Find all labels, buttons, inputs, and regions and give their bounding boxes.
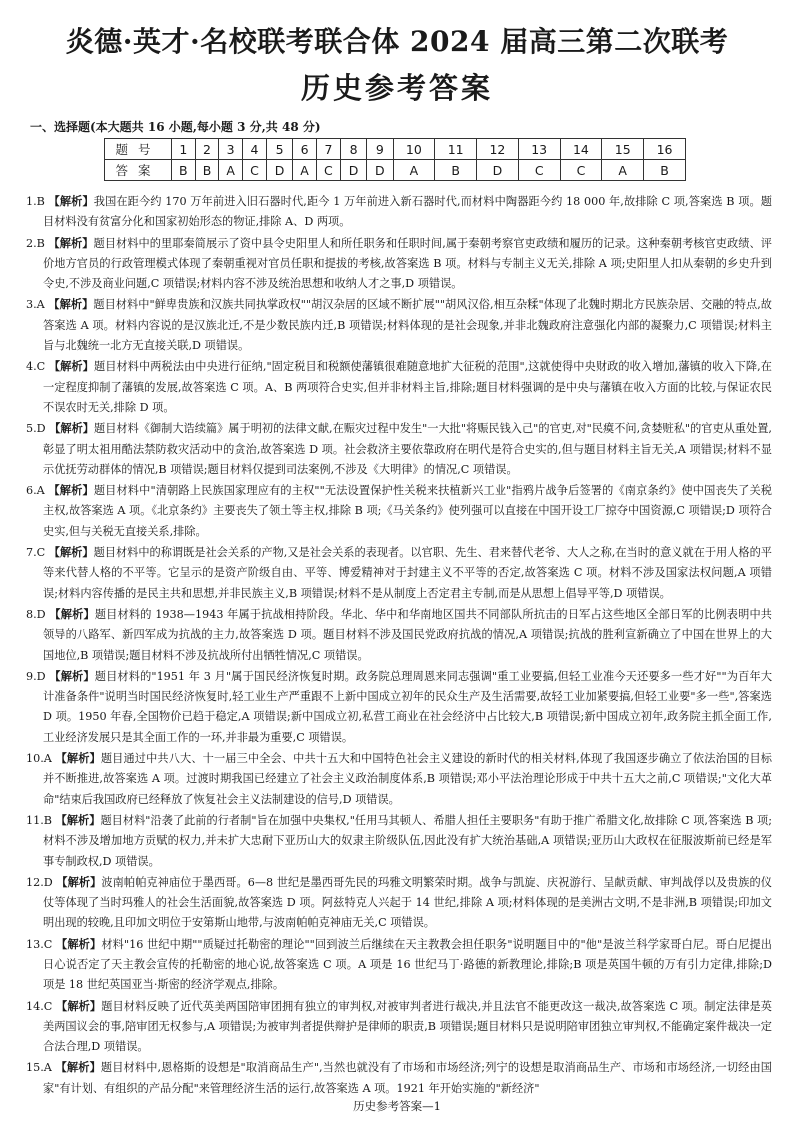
question-number-cell: 14 bbox=[560, 139, 602, 160]
question-number-cell: 10 bbox=[393, 139, 435, 160]
question-number-cell: 2 bbox=[195, 139, 219, 160]
item-analysis-tag: 【解析】 bbox=[55, 1060, 101, 1075]
answer-cell: D bbox=[340, 160, 366, 181]
explanation-item bbox=[26, 294, 772, 356]
item-analysis-tag: 【解析】 bbox=[49, 421, 94, 436]
answer-cell: C bbox=[560, 160, 602, 181]
question-number-cell: 7 bbox=[316, 139, 340, 160]
item-answer-number: 7.C bbox=[26, 546, 46, 560]
question-number-cell: 11 bbox=[435, 139, 477, 160]
explanation-item bbox=[26, 356, 772, 418]
item-explanation-text: 题目材料的 1938—1943 年属于抗战相持阶段。华北、华中和华南地区国共不同部队所抗击的日军占这些地区全部日军的比例表明中共领导的八路军、新四军成为抗战的主力,故答案选 D 项。题目材料不涉及国民党政府抗战的情况,A 项错误;抗战的胜利宣新确立了中国在世界上的大国地位,B 项错误;题目材料不涉及抗战所付出牺牲情况,C 项错误。 bbox=[43, 607, 772, 662]
explanation-item bbox=[26, 1057, 772, 1099]
answer-row bbox=[105, 160, 686, 181]
item-answer-number: 3.A bbox=[26, 298, 45, 312]
item-explanation-text: 我国在距今约 170 万年前进入旧石器时代,距今 1 万年前进入新石器时代,而材料中陶器距今约 18 000 年,故排除 C 项,答案选 B 项。题目材料没有贫富分化和国家初始形态的物证,排除 A、D 两项。 bbox=[43, 195, 772, 229]
item-answer-number: 1.B bbox=[26, 195, 45, 208]
question-number-cell: 6 bbox=[293, 139, 317, 160]
question-number-cell: 12 bbox=[477, 139, 519, 160]
row-label-answer: 答案 bbox=[105, 160, 172, 181]
item-analysis-tag: 【解析】 bbox=[48, 359, 94, 374]
item-explanation-text: 材料"16 世纪中期""质疑过托勒密的理论""回到波兰后继续在天主教教会担任职务"说明题目中的"他"是波兰科学家哥白尼。哥白尼提出日心说否定了天主教会宣传的托勒密的地心说,故答案选 C 项。A 项是 16 世纪马丁·路德的新教理论,排除;B 项是英国牛顿的万有引力定律,排除;D 项是 18 世纪英国亚当·斯密的经济学观点,排除。 bbox=[43, 937, 772, 992]
explanation-item bbox=[26, 996, 772, 1058]
explanation-item bbox=[26, 480, 772, 542]
item-answer-number: 11.B bbox=[26, 813, 53, 827]
item-explanation-text: 题目材料中"鲜卑贵族和汉族共同执掌政权""胡汉杂居的区域不断扩展""胡风汉俗,相互杂糅"体现了北魏时期北方民族杂居、交融的特点,故答案选 A 项。材料内容说的是汉族北迁,不是少数民族内迁,B 项错误;材料体现的是社会现象,并非北魏政府注意强化内部的凝聚力,C 项错误;材料主旨与北魏统一北方无直接关联,D 项错误。 bbox=[43, 298, 772, 353]
item-explanation-text: 波南帕帕克神庙位于墨西哥。6—8 世纪是墨西哥先民的玛雅文明繁荣时期。战争与凯旋、庆祝游行、呈献贡献、审判战俘以及贵族的仪仗等体现了当时玛雅人的社会生活面貌,故答案选 D 项。阿兹特克人兴起于 14 世纪,排除 A 项;材料体现的是美洲古文明,不是非洲,B 项错误;印加文明出现的较晚,且印加文明位于安第斯山地带,与波南帕帕克神庙无关,C 项错误。 bbox=[43, 875, 772, 930]
page-footer: 历史参考答案—1 bbox=[353, 1099, 441, 1113]
item-explanation-text: 题目材料中的称谓既是社会关系的产物,又是社会关系的表现者。以官职、先生、君来替代老爷、大人之称,在当时的意义就在于用人格的平等来代替人格的不平等。它呈示的是资产阶级自由、平等、博爱精神对于封建主义不平等的否定,故答案选 C 项。材料不涉及国家法权问题,A 项错误;材料内容传播的是民主共和思想,并非民族主义,B 项错误;材料不是从制度上否定君主专制,而是从思想上倡导平等,D 项错误。 bbox=[43, 546, 772, 600]
item-explanation-text: 题目材料中两税法由中央进行征纳,"固定税目和税额使藩镇很难随意地扩大征税的范围",这就使得中央财政的收入增加,藩镇的收入下降,在一定程度抑制了藩镇的发展,故答案选 C 项。A、B 两项符合史实,但并非材料主旨,排除;题目材料强调的是中央与藩镇在收入方面的比较,与保证农民不误农时无关,排除 D 项。 bbox=[43, 360, 772, 414]
item-answer-number: 5.D bbox=[26, 422, 46, 436]
item-analysis-tag: 【解析】 bbox=[48, 545, 94, 560]
answer-cell: C bbox=[316, 160, 340, 181]
item-explanation-text: 题目材料《御制大诰续篇》属于明初的法律文献,在赈灾过程中发生"一大批"将赈民钱入己"的官吏,对"民瘼不问,贪婪赃私"的官吏从重处置,彰显了明太祖用酷法禁防救灾活动中的贪治,故答案选 D 项。社会救济主要依靠政府在明代是符合史实的,但与题目材料主旨无关,A 项错误;材料不显示优抚劳动群体的情况,B 项错误;题目材料仅提到司法案例,不涉及《大明律》的情况,C 项错误。 bbox=[43, 422, 772, 476]
item-explanation-text: 题目通过中共八大、十一届三中全会、中共十五大和中国特色社会主义建设的新时代的相关材料,体现了我国逐步确立了依法治国的目标并不断推进,故答案选 A 项。过渡时期我国已经建立了社会主义政治制度体系,B 项错误;邓小平法治理论形成于中共十五大之前,C 项错误;"文化大革命"结束后我国政府已经释放了恢复社会主义法制建设的信号,D 项错误。 bbox=[43, 752, 772, 806]
item-analysis-tag: 【解析】 bbox=[49, 606, 95, 621]
item-analysis-tag: 【解析】 bbox=[56, 936, 102, 951]
question-number-cell: 15 bbox=[602, 139, 644, 160]
explanation-item bbox=[26, 748, 772, 810]
answer-table bbox=[104, 138, 686, 181]
section-heading: 一、选择题(本大题共 16 小题,每小题 3 分,共 48 分) bbox=[30, 120, 321, 134]
answer-cell: A bbox=[602, 160, 644, 181]
page-subtitle: 历史参考答案 bbox=[300, 71, 493, 105]
item-explanation-text: 题目材料的"1951 年 3 月"属于国民经济恢复时期。政务院总理周恩来同志强调"重工业要搞,但轻工业准今天还要多一些才好""为百年大计准备条件"说明当时国民经济恢复时,轻工业生产严重跟不上新中国成立初年的民众生产及生活需要,故轻工业加紧要搞,但轻工业要"多一些",答案选 D 项。1950 年春,全国物价已趋于稳定,A 项错误;新中国成立初,私营工商业在社会经济中占比较大,B 项错误;新中国成立初年,政务院主抓全面工作,工业经济发展只是其全面工作的一环,并非最为重要,C 项错误。 bbox=[43, 669, 773, 744]
explanation-item bbox=[26, 418, 772, 480]
item-answer-number: 6.A bbox=[26, 484, 45, 498]
question-number-cell: 13 bbox=[518, 139, 560, 160]
question-number-cell: 3 bbox=[219, 139, 243, 160]
page-title: 炎德·英才·名校联考联合体 2024 届高三第二次联考 bbox=[65, 25, 729, 58]
explanation-item bbox=[26, 604, 772, 666]
item-analysis-tag: 【解析】 bbox=[55, 751, 101, 766]
question-number-cell: 16 bbox=[644, 139, 686, 160]
explanation-item bbox=[26, 233, 772, 295]
explanation-item bbox=[26, 666, 772, 748]
explanation-item bbox=[26, 934, 772, 996]
item-analysis-tag: 【解析】 bbox=[48, 483, 94, 498]
answer-cell: D bbox=[477, 160, 519, 181]
row-label-question-number: 题号 bbox=[105, 139, 172, 160]
item-explanation-text: 题目材料中,恩格斯的设想是"取消商品生产",当然也就没有了市场和市场经济;列宁的设想是取消商品生产、市场和市场经济,一切经由国家"有计划、有组织的产品分配"来管理经济生活的运行,故答案选 A 项。1921 年开始实施的"新经济" bbox=[43, 1061, 772, 1095]
item-answer-number: 14.C bbox=[26, 999, 53, 1013]
question-number-cell: 4 bbox=[242, 139, 266, 160]
answer-cell: D bbox=[367, 160, 393, 181]
explanation-item bbox=[26, 542, 772, 604]
answer-cell: C bbox=[518, 160, 560, 181]
question-number-cell: 5 bbox=[266, 139, 292, 160]
item-analysis-tag: 【解析】 bbox=[48, 297, 94, 312]
item-explanation-text: 题目材料中的里耶秦简展示了资中县令史阳里人和所任职务和任职时间,属于秦朝考察官吏政绩和履历的记录。这种秦朝考核官吏政绩、评价地方官员的行政管理模式体现了秦朝重视对官员任职和提拔的考核,故答案选 B 项。材料与专制主义无关,排除 A 项;史阳里人扣从秦朝的乡史升到令史,不涉及商业问题,C 项错误;材料内容不涉及统治思想和收纳人才之事,D 项错误。 bbox=[43, 236, 772, 291]
answer-cell: A bbox=[393, 160, 435, 181]
answer-cell: B bbox=[435, 160, 477, 181]
item-analysis-tag: 【解析】 bbox=[56, 874, 102, 889]
item-analysis-tag: 【解析】 bbox=[49, 668, 95, 683]
item-answer-number: 13.C bbox=[26, 937, 53, 951]
item-answer-number: 15.A bbox=[26, 1061, 52, 1075]
item-answer-number: 10.A bbox=[26, 752, 52, 766]
question-number-cell: 8 bbox=[340, 139, 366, 160]
question-number-cell: 9 bbox=[367, 139, 393, 160]
item-explanation-text: 题目材料反映了近代英美两国陪审团拥有独立的审判权,对被审判者进行裁决,并且法官不能更改这一裁决,故答案选 C 项。制定法律是英美两国议会的事,陪审团无权参与,A 项错误;为被审判者提供辩护是律师的职责,B 项错误;题目材料只是说明陪审团独立审判权,不能确定案件裁决一定合法合理,D 项错误。 bbox=[43, 999, 772, 1054]
explanation-item bbox=[26, 191, 772, 233]
question-number-row bbox=[105, 139, 686, 160]
item-answer-number: 4.C bbox=[26, 360, 46, 374]
item-answer-number: 8.D bbox=[26, 607, 46, 621]
answer-cell: C bbox=[242, 160, 266, 181]
question-number-cell: 1 bbox=[172, 139, 196, 160]
answer-cell: B bbox=[644, 160, 686, 181]
item-answer-number: 12.D bbox=[26, 875, 53, 889]
answer-cell: A bbox=[293, 160, 317, 181]
item-analysis-tag: 【解析】 bbox=[48, 194, 94, 208]
explanation-item bbox=[26, 872, 772, 934]
answer-cell: A bbox=[219, 160, 243, 181]
explanation-item bbox=[26, 810, 772, 872]
explanation-list bbox=[26, 191, 772, 1099]
answer-cell: B bbox=[172, 160, 196, 181]
item-answer-number: 9.D bbox=[26, 669, 46, 683]
item-explanation-text: 题目材料中"清朝路上民族国家理应有的主权""无法设置保护性关税来扶植新兴工业"指鸦片战争后签署的《南京条约》使中国丧失了关税主权,故答案选 A 项。《北京条约》主要丧失了领土等主权,排除 B 项;《马关条约》使列强可以直接在中国开设工厂掠夺中国资源,C 项错误;D 项符合史实,但与关税无直接关系,排除。 bbox=[43, 484, 772, 538]
item-analysis-tag: 【解析】 bbox=[55, 812, 101, 827]
item-answer-number: 2.B bbox=[26, 236, 45, 250]
answer-cell: D bbox=[266, 160, 292, 181]
answer-cell: B bbox=[195, 160, 219, 181]
item-explanation-text: 题目材料"沿袭了此前的行者制"旨在加强中央集权,"任用马其顿人、希腊人担任主要职务"有助于推广希腊文化,故排除 C 项,答案选 B 项;材料不涉及增加地方贡赋的权力,并未扩大忠耐下亚历山大的奴隶主阶级队伍,因此没有扩大统治基础,A 项错误;亚历山大政权在征服波斯前已经是军事专制政权,D 项错误。 bbox=[43, 813, 772, 868]
item-analysis-tag: 【解析】 bbox=[48, 235, 94, 250]
item-analysis-tag: 【解析】 bbox=[56, 998, 102, 1013]
